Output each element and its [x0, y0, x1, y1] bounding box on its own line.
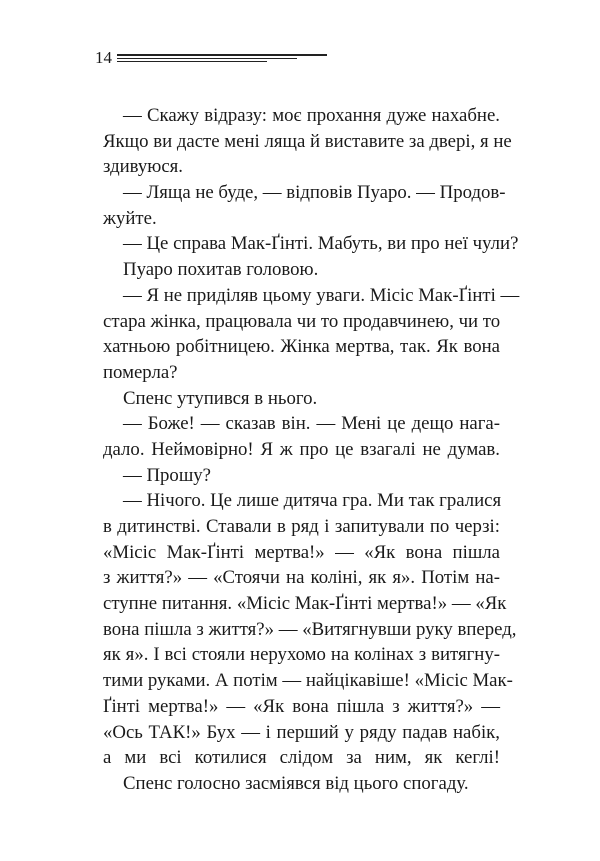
text-line: «Місіс Мак-Ґінті мертва!» — «Як вона пішла	[103, 541, 500, 563]
text-line: — Боже! — сказав він. — Мені це дещо нага-	[123, 413, 500, 435]
text-line: а ми всі котилися слідом за ним, як кеглі!	[103, 747, 500, 769]
text-line: тими руками. А потім — найцікавіше! «Місіс Мак-	[103, 670, 513, 692]
text-line: в дитинстві. Ставали в ряд і запитували по черзі:	[103, 516, 500, 537]
text-line: Ґінті мертва!» — «Як вона пішла з життя?» —	[103, 695, 500, 717]
body-text	[103, 103, 520, 797]
text-line: жуйте.	[103, 207, 157, 229]
text-line: Пуаро похитав головою.	[123, 259, 319, 281]
text-line: — Ляща не буде, — відповів Пуаро. — Продов-	[123, 182, 506, 204]
text-line: — Прошу?	[123, 464, 212, 486]
text-line: хатньою робітницею. Жінка мертва, так. Як вона	[103, 336, 500, 358]
header-rule	[117, 54, 327, 56]
text-line: вона пішла з життя?» — «Витягнувши руку вперед,	[103, 618, 517, 640]
text-line: здивуюся.	[103, 156, 184, 178]
text-line: ступне питання. «Місіс Мак-Ґінті мертва!» — «Як	[103, 593, 507, 615]
text-line: — Скажу відразу: моє прохання дуже нахабне.	[123, 105, 500, 126]
page-number: 14	[95, 48, 112, 67]
text-line: стара жінка, працювала чи то продавчинею, чи то	[103, 310, 501, 332]
text-line: — Це справа Мак-Ґінті. Мабуть, ви про неї чули?	[123, 233, 519, 255]
text-line: померла?	[103, 361, 178, 383]
text-line: Спенс утупився в нього.	[123, 387, 318, 409]
header-rule	[117, 61, 267, 62]
text-line: — Я не приділяв цьому уваги. Місіс Мак-Ґінті —	[123, 284, 520, 306]
text-line: Якщо ви дасте мені ляща й виставите за двері, я не	[103, 130, 512, 152]
text-line: Спенс голосно засміявся від цього спогаду.	[123, 772, 469, 794]
text-line: як я». І всі стояли нерухомо на колінах з витягну-	[103, 644, 500, 666]
text-line: дало. Неймовірно! Я ж про це взагалі не думав.	[103, 438, 500, 460]
text-line: з життя?» — «Стоячи на коліні, як я». Потім на-	[103, 567, 500, 589]
text-line: «Ось ТАК!» Бух — і перший у ряду падав набік,	[103, 721, 500, 743]
text-line: — Нічого. Це лише дитяча гра. Ми так гралися	[123, 490, 502, 512]
header-rule	[117, 58, 297, 59]
page-header	[95, 44, 335, 68]
